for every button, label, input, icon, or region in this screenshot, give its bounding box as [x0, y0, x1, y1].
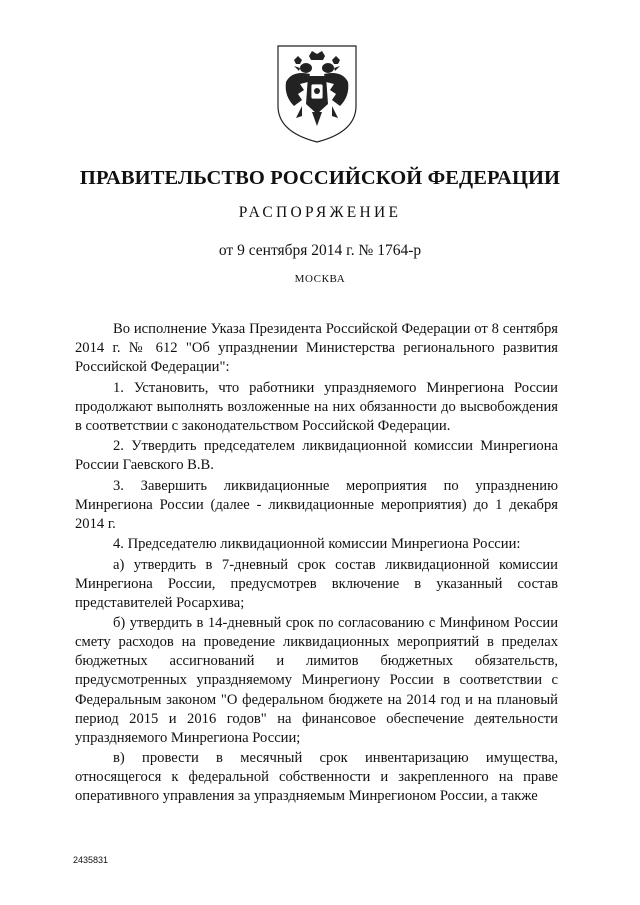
document-body [75, 320, 558, 806]
paragraph-item-4: 4. Председателю ликвидационной комиссии Минрегиона России: [113, 536, 521, 553]
coat-of-arms-icon [272, 42, 362, 144]
paragraph-item-4a: а) утвердить в 7-дневный срок состав ликвидационной комиссии Минрегиона России, предусмотрев включение в указанный состав представителей Росархива; [75, 556, 558, 611]
paragraph-preamble: Во исполнение Указа Президента Российской Федерации от 8 сентября 2014 г. № 612 "Об упразднении Министерства регионального развития Российской Федерации": [75, 321, 558, 376]
document-date-number: от 9 сентября 2014 г. № 1764-р [218, 242, 422, 259]
document-city: МОСКВА [294, 273, 346, 285]
paragraph-item-4b: б) утвердить в 14-дневный срок по согласованию с Минфином России смету расходов на проведение ликвидационных мероприятий в пределах бюджетных ассигнований и лимитов бюджетных обязательств, предусмотренных упраздняемому Минрегиону России в соответствии с Федеральным законом "О федеральном бюджете на 2014 год и на плановый период 2015 и 2016 годов" на финансовое обеспечение деятельности упраздняемого Минрегиона России; [75, 615, 558, 746]
paragraph-item-1: 1. Установить, что работники упраздняемого Минрегиона России продолжают выполнять возложенные на них обязанности до высвобождения в соответствии с законодательством Российской Федерации. [75, 379, 558, 434]
paragraph-item-4v: в) провести в месячный срок инвентаризацию имущества, относящегося к федеральной собственности и закрепленного на праве оперативного управления за упраздняемым Минрегионом России, а также [75, 750, 558, 805]
document-type: РАСПОРЯЖЕНИЕ [238, 204, 402, 221]
government-title: ПРАВИТЕЛЬСТВО РОССИЙСКОЙ ФЕДЕРАЦИИ [79, 167, 561, 189]
paragraph-item-2: 2. Утвердить председателем ликвидационной комиссии Минрегиона России Гаевского В.В. [75, 438, 558, 474]
document-footer-code: 2435831 [73, 855, 109, 865]
paragraph-item-3: 3. Завершить ликвидационные мероприятия по упразднению Минрегиона России (далее - ликвидационные мероприятия) до 1 декабря 2014 г. [75, 477, 558, 532]
